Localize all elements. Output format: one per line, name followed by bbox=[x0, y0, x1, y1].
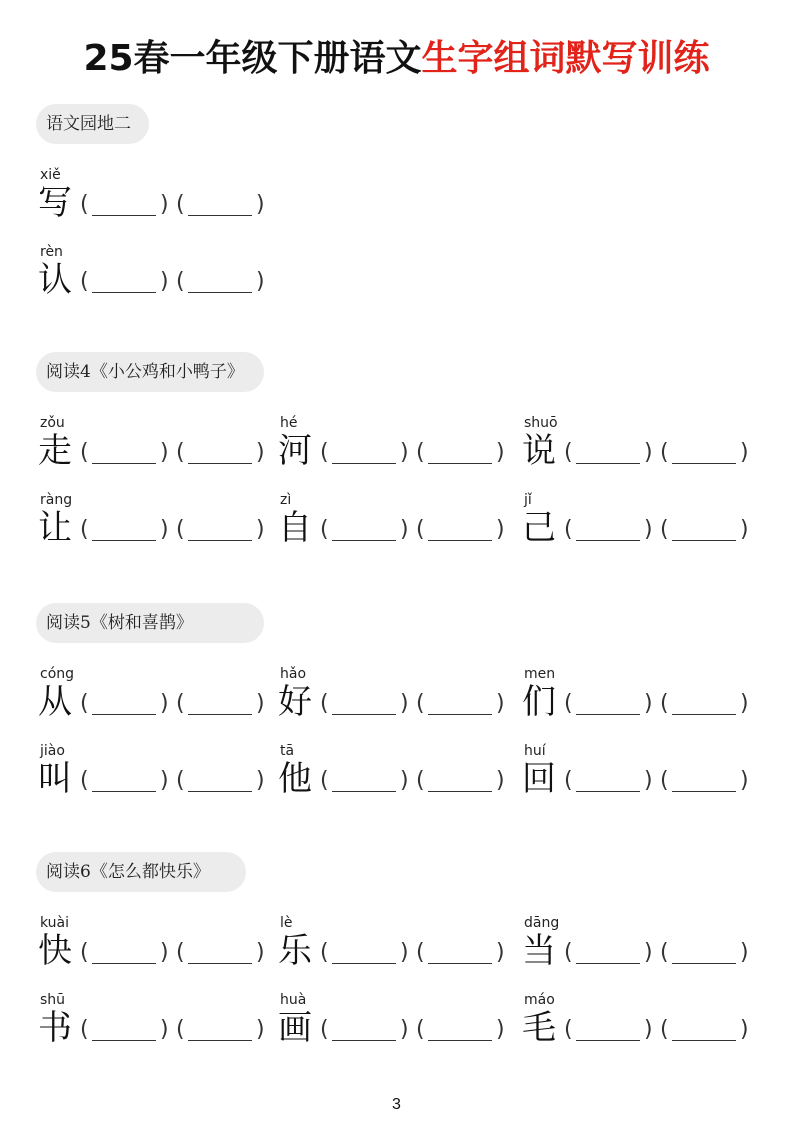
writing-line[interactable] bbox=[672, 941, 736, 964]
close-paren: ) bbox=[644, 939, 653, 965]
pinyin-label: shuō bbox=[524, 415, 558, 431]
word-blank[interactable] bbox=[660, 940, 748, 965]
close-paren: ) bbox=[740, 439, 749, 465]
close-paren: ) bbox=[496, 516, 505, 542]
open-paren: ( bbox=[660, 1016, 669, 1042]
word-blank[interactable] bbox=[176, 192, 264, 217]
open-paren: ( bbox=[80, 516, 89, 542]
close-paren: ) bbox=[496, 690, 505, 716]
open-paren: ( bbox=[176, 191, 185, 217]
word-blank[interactable] bbox=[416, 691, 504, 716]
close-paren: ) bbox=[644, 439, 653, 465]
open-paren: ( bbox=[176, 268, 185, 294]
word-blank[interactable] bbox=[176, 517, 264, 542]
word-blanks bbox=[80, 512, 272, 546]
close-paren: ) bbox=[256, 439, 265, 465]
word-blank[interactable] bbox=[660, 517, 748, 542]
writing-line[interactable] bbox=[92, 518, 156, 541]
open-paren: ( bbox=[416, 939, 425, 965]
close-paren: ) bbox=[160, 439, 169, 465]
word-blank[interactable] bbox=[80, 940, 168, 965]
close-paren: ) bbox=[256, 191, 265, 217]
open-paren: ( bbox=[564, 439, 573, 465]
word-blank[interactable] bbox=[176, 269, 264, 294]
word-blanks bbox=[80, 763, 272, 797]
word-blank[interactable] bbox=[176, 768, 264, 793]
word-blank[interactable] bbox=[176, 1017, 264, 1042]
character-row bbox=[36, 415, 776, 485]
open-paren: ( bbox=[416, 1016, 425, 1042]
hanzi-character: 写 bbox=[38, 183, 72, 223]
pinyin-label: huí bbox=[524, 743, 546, 759]
writing-line[interactable] bbox=[92, 941, 156, 964]
word-blank[interactable] bbox=[564, 440, 652, 465]
writing-line[interactable] bbox=[332, 769, 396, 792]
writing-line[interactable] bbox=[188, 193, 252, 216]
open-paren: ( bbox=[660, 690, 669, 716]
character-row bbox=[36, 915, 776, 985]
word-blanks bbox=[80, 264, 272, 298]
hanzi-character: 己 bbox=[522, 508, 556, 548]
pinyin-label: ràng bbox=[40, 492, 73, 508]
word-blank[interactable] bbox=[176, 440, 264, 465]
pinyin-label: men bbox=[524, 666, 556, 682]
close-paren: ) bbox=[400, 1016, 409, 1042]
word-blank[interactable] bbox=[80, 269, 168, 294]
page-title bbox=[0, 30, 793, 81]
open-paren: ( bbox=[176, 939, 185, 965]
open-paren: ( bbox=[660, 939, 669, 965]
word-blank[interactable] bbox=[564, 517, 652, 542]
hanzi-character: 从 bbox=[38, 682, 72, 722]
close-paren: ) bbox=[740, 767, 749, 793]
writing-line[interactable] bbox=[428, 692, 492, 715]
word-blanks bbox=[564, 763, 756, 797]
hanzi-character: 让 bbox=[38, 508, 72, 548]
open-paren: ( bbox=[80, 690, 89, 716]
close-paren: ) bbox=[644, 1016, 653, 1042]
word-blanks bbox=[80, 187, 272, 221]
writing-line[interactable] bbox=[428, 941, 492, 964]
open-paren: ( bbox=[320, 516, 329, 542]
open-paren: ( bbox=[80, 767, 89, 793]
word-blanks bbox=[320, 686, 512, 720]
writing-line[interactable] bbox=[428, 769, 492, 792]
writing-line[interactable] bbox=[332, 1018, 396, 1041]
open-paren: ( bbox=[320, 1016, 329, 1042]
open-paren: ( bbox=[320, 939, 329, 965]
close-paren: ) bbox=[400, 690, 409, 716]
writing-line[interactable] bbox=[188, 1018, 252, 1041]
hanzi-character: 认 bbox=[38, 260, 72, 300]
hanzi-character: 走 bbox=[38, 431, 72, 471]
character-row bbox=[36, 992, 776, 1062]
open-paren: ( bbox=[564, 939, 573, 965]
hanzi-character: 叫 bbox=[38, 759, 72, 799]
pinyin-label: dāng bbox=[524, 915, 560, 931]
word-blank[interactable] bbox=[416, 517, 504, 542]
writing-line[interactable] bbox=[672, 1018, 736, 1041]
word-blank[interactable] bbox=[320, 440, 408, 465]
close-paren: ) bbox=[496, 767, 505, 793]
word-blank[interactable] bbox=[176, 940, 264, 965]
word-blank[interactable] bbox=[660, 440, 748, 465]
open-paren: ( bbox=[176, 767, 185, 793]
writing-line[interactable] bbox=[428, 441, 492, 464]
hanzi-character: 自 bbox=[278, 508, 312, 548]
open-paren: ( bbox=[80, 268, 89, 294]
hanzi-character: 好 bbox=[278, 682, 312, 722]
pinyin-label: xiě bbox=[40, 167, 61, 183]
writing-line[interactable] bbox=[188, 692, 252, 715]
pinyin-label: hǎo bbox=[280, 666, 307, 682]
title-red-part: 生字组词默写训练 bbox=[421, 38, 710, 79]
character-row bbox=[36, 244, 776, 314]
word-blanks bbox=[320, 935, 512, 969]
close-paren: ) bbox=[496, 1016, 505, 1042]
character-row bbox=[36, 492, 776, 562]
open-paren: ( bbox=[320, 690, 329, 716]
writing-line[interactable] bbox=[92, 769, 156, 792]
word-blanks bbox=[80, 1012, 272, 1046]
open-paren: ( bbox=[416, 439, 425, 465]
writing-line[interactable] bbox=[332, 518, 396, 541]
writing-line[interactable] bbox=[576, 941, 640, 964]
writing-line[interactable] bbox=[576, 1018, 640, 1041]
writing-line[interactable] bbox=[188, 518, 252, 541]
writing-line[interactable] bbox=[188, 941, 252, 964]
writing-line[interactable] bbox=[332, 692, 396, 715]
word-blanks bbox=[80, 435, 272, 469]
writing-line[interactable] bbox=[672, 518, 736, 541]
pinyin-label: kuài bbox=[40, 915, 70, 931]
word-blanks bbox=[320, 435, 512, 469]
close-paren: ) bbox=[400, 516, 409, 542]
open-paren: ( bbox=[564, 1016, 573, 1042]
close-paren: ) bbox=[160, 516, 169, 542]
word-blank[interactable] bbox=[176, 691, 264, 716]
word-blanks bbox=[80, 935, 272, 969]
hanzi-character: 乐 bbox=[278, 931, 312, 971]
close-paren: ) bbox=[400, 439, 409, 465]
writing-line[interactable] bbox=[92, 270, 156, 293]
pinyin-label: tā bbox=[280, 743, 295, 759]
writing-line[interactable] bbox=[576, 692, 640, 715]
close-paren: ) bbox=[740, 516, 749, 542]
open-paren: ( bbox=[416, 690, 425, 716]
word-blanks bbox=[564, 1012, 756, 1046]
writing-line[interactable] bbox=[672, 692, 736, 715]
writing-line[interactable] bbox=[188, 769, 252, 792]
hanzi-character: 说 bbox=[522, 431, 556, 471]
open-paren: ( bbox=[660, 439, 669, 465]
word-blank[interactable] bbox=[320, 768, 408, 793]
section-label: 阅读6《怎么都快乐》 bbox=[36, 852, 246, 892]
writing-line[interactable] bbox=[92, 1018, 156, 1041]
open-paren: ( bbox=[80, 191, 89, 217]
close-paren: ) bbox=[256, 268, 265, 294]
writing-line[interactable] bbox=[188, 441, 252, 464]
writing-line[interactable] bbox=[576, 769, 640, 792]
pinyin-label: jǐ bbox=[524, 492, 532, 508]
word-blanks bbox=[564, 435, 756, 469]
writing-line[interactable] bbox=[332, 441, 396, 464]
pinyin-label: shū bbox=[40, 992, 66, 1008]
close-paren: ) bbox=[160, 690, 169, 716]
close-paren: ) bbox=[496, 439, 505, 465]
open-paren: ( bbox=[320, 439, 329, 465]
hanzi-character: 回 bbox=[522, 759, 556, 799]
word-blank[interactable] bbox=[320, 517, 408, 542]
open-paren: ( bbox=[660, 767, 669, 793]
hanzi-character: 毛 bbox=[522, 1008, 556, 1048]
close-paren: ) bbox=[740, 690, 749, 716]
title-black-part: 25春一年级下册语文 bbox=[83, 38, 422, 79]
open-paren: ( bbox=[176, 516, 185, 542]
open-paren: ( bbox=[176, 690, 185, 716]
word-blank[interactable] bbox=[80, 768, 168, 793]
writing-line[interactable] bbox=[332, 941, 396, 964]
section-label: 阅读4《小公鸡和小鸭子》 bbox=[36, 352, 264, 392]
word-blank[interactable] bbox=[416, 1017, 504, 1042]
hanzi-character: 河 bbox=[278, 431, 312, 471]
hanzi-character: 快 bbox=[38, 931, 72, 971]
writing-line[interactable] bbox=[92, 441, 156, 464]
close-paren: ) bbox=[256, 767, 265, 793]
word-blank[interactable] bbox=[80, 1017, 168, 1042]
section-label: 阅读5《树和喜鹊》 bbox=[36, 603, 264, 643]
hanzi-character: 画 bbox=[278, 1008, 312, 1048]
close-paren: ) bbox=[160, 939, 169, 965]
pinyin-label: cóng bbox=[40, 666, 75, 682]
close-paren: ) bbox=[160, 191, 169, 217]
writing-line[interactable] bbox=[92, 193, 156, 216]
word-blanks bbox=[80, 686, 272, 720]
open-paren: ( bbox=[80, 1016, 89, 1042]
hanzi-character: 当 bbox=[522, 931, 556, 971]
word-blank[interactable] bbox=[320, 1017, 408, 1042]
word-blank[interactable] bbox=[416, 940, 504, 965]
character-row bbox=[36, 167, 776, 237]
close-paren: ) bbox=[644, 767, 653, 793]
writing-line[interactable] bbox=[428, 518, 492, 541]
open-paren: ( bbox=[176, 439, 185, 465]
pinyin-label: jiào bbox=[40, 743, 65, 759]
open-paren: ( bbox=[564, 690, 573, 716]
close-paren: ) bbox=[400, 939, 409, 965]
close-paren: ) bbox=[160, 268, 169, 294]
word-blanks bbox=[320, 763, 512, 797]
open-paren: ( bbox=[80, 439, 89, 465]
word-blanks bbox=[564, 686, 756, 720]
writing-line[interactable] bbox=[188, 270, 252, 293]
word-blank[interactable] bbox=[320, 691, 408, 716]
close-paren: ) bbox=[256, 516, 265, 542]
close-paren: ) bbox=[740, 939, 749, 965]
writing-line[interactable] bbox=[576, 518, 640, 541]
word-blank[interactable] bbox=[660, 1017, 748, 1042]
writing-line[interactable] bbox=[92, 692, 156, 715]
page-number: 3 bbox=[392, 1096, 401, 1113]
close-paren: ) bbox=[644, 690, 653, 716]
word-blank[interactable] bbox=[564, 1017, 652, 1042]
close-paren: ) bbox=[160, 1016, 169, 1042]
writing-line[interactable] bbox=[672, 441, 736, 464]
word-blank[interactable] bbox=[320, 940, 408, 965]
hanzi-character: 他 bbox=[278, 759, 312, 799]
word-blank[interactable] bbox=[80, 691, 168, 716]
pinyin-label: lè bbox=[280, 915, 293, 931]
word-blank[interactable] bbox=[564, 940, 652, 965]
open-paren: ( bbox=[176, 1016, 185, 1042]
open-paren: ( bbox=[80, 939, 89, 965]
open-paren: ( bbox=[660, 516, 669, 542]
character-row bbox=[36, 743, 776, 813]
word-blank[interactable] bbox=[564, 691, 652, 716]
word-blanks bbox=[320, 512, 512, 546]
word-blanks bbox=[564, 935, 756, 969]
hanzi-character: 书 bbox=[38, 1008, 72, 1048]
close-paren: ) bbox=[400, 767, 409, 793]
close-paren: ) bbox=[740, 1016, 749, 1042]
word-blank[interactable] bbox=[80, 192, 168, 217]
pinyin-label: hé bbox=[280, 415, 298, 431]
open-paren: ( bbox=[416, 516, 425, 542]
pinyin-label: huà bbox=[280, 992, 307, 1008]
close-paren: ) bbox=[256, 1016, 265, 1042]
pinyin-label: zǒu bbox=[40, 415, 65, 431]
pinyin-label: máo bbox=[524, 992, 555, 1008]
close-paren: ) bbox=[256, 939, 265, 965]
hanzi-character: 们 bbox=[522, 682, 556, 722]
open-paren: ( bbox=[564, 516, 573, 542]
word-blank[interactable] bbox=[80, 440, 168, 465]
word-blank[interactable] bbox=[660, 768, 748, 793]
open-paren: ( bbox=[564, 767, 573, 793]
word-blank[interactable] bbox=[660, 691, 748, 716]
word-blank[interactable] bbox=[564, 768, 652, 793]
pinyin-label: rèn bbox=[40, 244, 63, 260]
close-paren: ) bbox=[160, 767, 169, 793]
pinyin-label: zì bbox=[280, 492, 292, 508]
close-paren: ) bbox=[256, 690, 265, 716]
section-label: 语文园地二 bbox=[36, 104, 149, 144]
word-blank[interactable] bbox=[416, 440, 504, 465]
writing-line[interactable] bbox=[576, 441, 640, 464]
close-paren: ) bbox=[644, 516, 653, 542]
close-paren: ) bbox=[496, 939, 505, 965]
character-row bbox=[36, 666, 776, 736]
word-blanks bbox=[564, 512, 756, 546]
open-paren: ( bbox=[320, 767, 329, 793]
word-blanks bbox=[320, 1012, 512, 1046]
word-blank[interactable] bbox=[80, 517, 168, 542]
writing-line[interactable] bbox=[428, 1018, 492, 1041]
word-blank[interactable] bbox=[416, 768, 504, 793]
writing-line[interactable] bbox=[672, 769, 736, 792]
open-paren: ( bbox=[416, 767, 425, 793]
